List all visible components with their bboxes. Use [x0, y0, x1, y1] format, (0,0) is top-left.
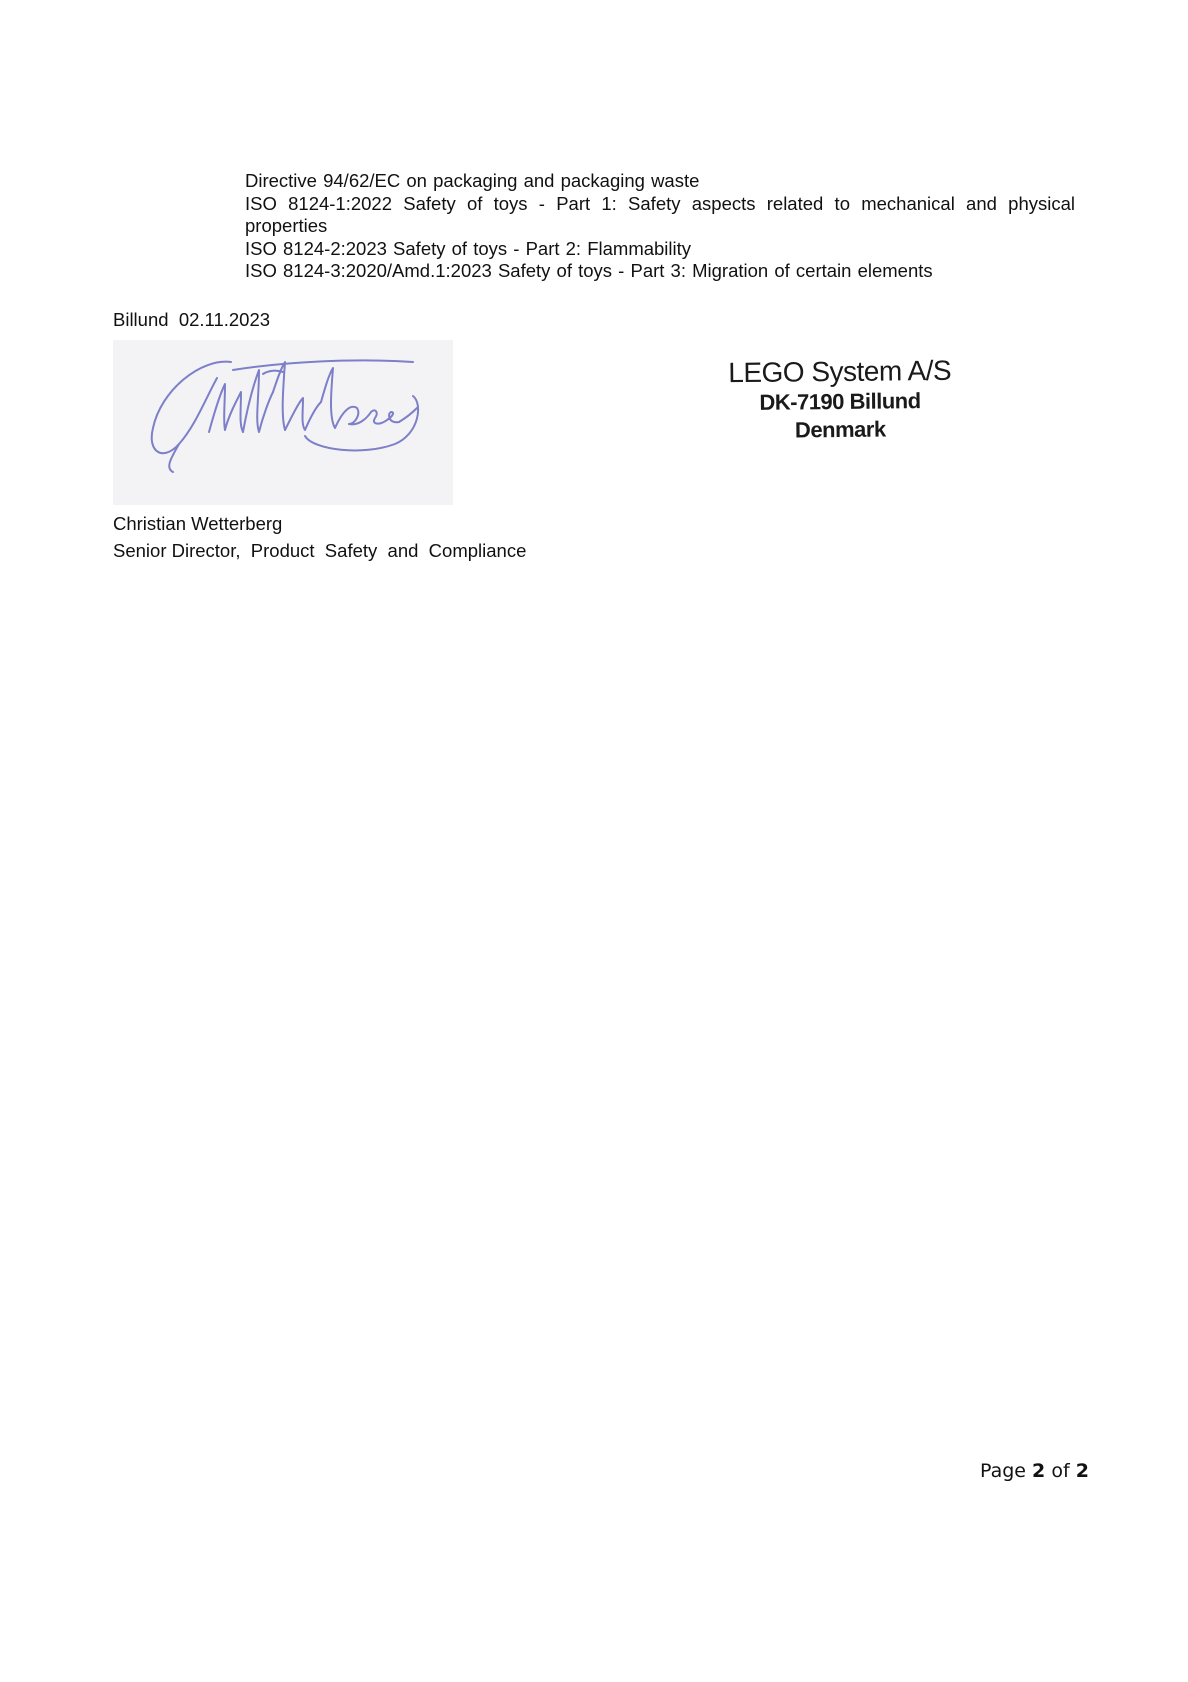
page-prefix: Page: [980, 1460, 1033, 1482]
standard-item: Directive 94/62/EC on packaging and packaging waste: [245, 170, 700, 191]
page-total: 2: [1075, 1460, 1089, 1482]
standard-item: ISO 8124-2:2023 Safety of toys - Part 2: Flammability: [245, 237, 692, 259]
signatory-title: Senior Director, Product Safety and Compliance: [113, 540, 527, 561]
page-separator: of: [1045, 1460, 1076, 1482]
company-stamp: [690, 354, 991, 445]
page-current: 2: [1032, 1460, 1046, 1482]
stamp-address: DK-7190 Billund: [759, 388, 921, 415]
signature-image: [113, 340, 453, 505]
standards-list: [245, 170, 1075, 283]
page-number: [980, 1460, 1089, 1482]
stamp-country: Denmark: [794, 416, 886, 443]
stamp-company-name: LEGO System A/S: [728, 354, 952, 389]
place-date: Billund 02.11.2023: [113, 309, 271, 330]
standard-item: ISO 8124-1:2022 Safety of toys - Part 1: Safety aspects related to mechanical and physical properties: [245, 192, 1075, 236]
standard-item: ISO 8124-3:2020/Amd.1:2023 Safety of toys - Part 3: Migration of certain elements: [245, 260, 933, 281]
signatory-name: Christian Wetterberg: [113, 513, 283, 534]
signatory-block: [113, 510, 526, 564]
signature-icon: [113, 340, 453, 505]
